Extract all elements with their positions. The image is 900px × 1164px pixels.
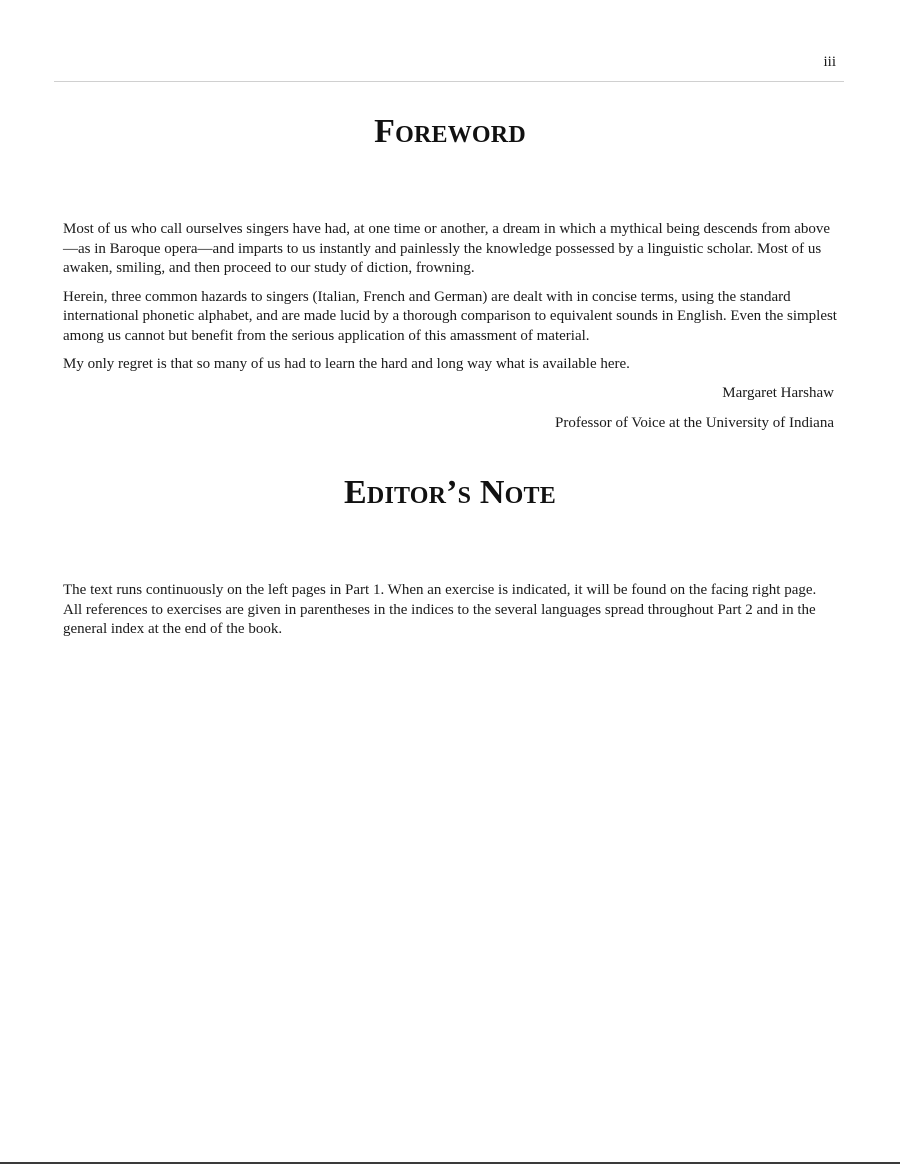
page-number: iii — [823, 54, 836, 70]
foreword-paragraph-1: Most of us who call ourselves singers have had, at one time or another, a dream in which a mythical being descends from above—as in Baroque opera—and imparts to us instantly and painlessly the knowledge possessed by a linguistic scholar. Most of us awaken, smiling, and then proceed to our study of diction, frowning. — [63, 221, 831, 276]
foreword-paragraph-2: Herein, three common hazards to singers (Italian, French and German) are dealt with in concise terms, using the standard international phonetic alphabet, and are made lucid by a thorough comparison to equivalent sounds in English. Even the simplest among us cannot but benefit from the serious application of this amassment of material. — [63, 288, 837, 344]
editors-note-heading: Editor’s Note — [344, 474, 556, 511]
foreword-body — [63, 220, 838, 384]
signature-title: Professor of Voice at the University of Indiana — [555, 415, 834, 431]
foreword-paragraph-3: My only regret is that so many of us had to learn the hard and long way what is available here. — [63, 356, 630, 372]
editors-note-body — [63, 581, 838, 649]
signature-name: Margaret Harshaw — [722, 385, 834, 401]
header-divider — [54, 81, 844, 82]
foreword-heading: Foreword — [374, 113, 526, 150]
editors-note-paragraph-1: The text runs continuously on the left pages in Part 1. When an exercise is indicated, it will be found on the facing right page. All references to exercises are given in parentheses in the indices to the several languages spread throughout Part 2 and in the general index at the end of the book. — [63, 582, 817, 637]
